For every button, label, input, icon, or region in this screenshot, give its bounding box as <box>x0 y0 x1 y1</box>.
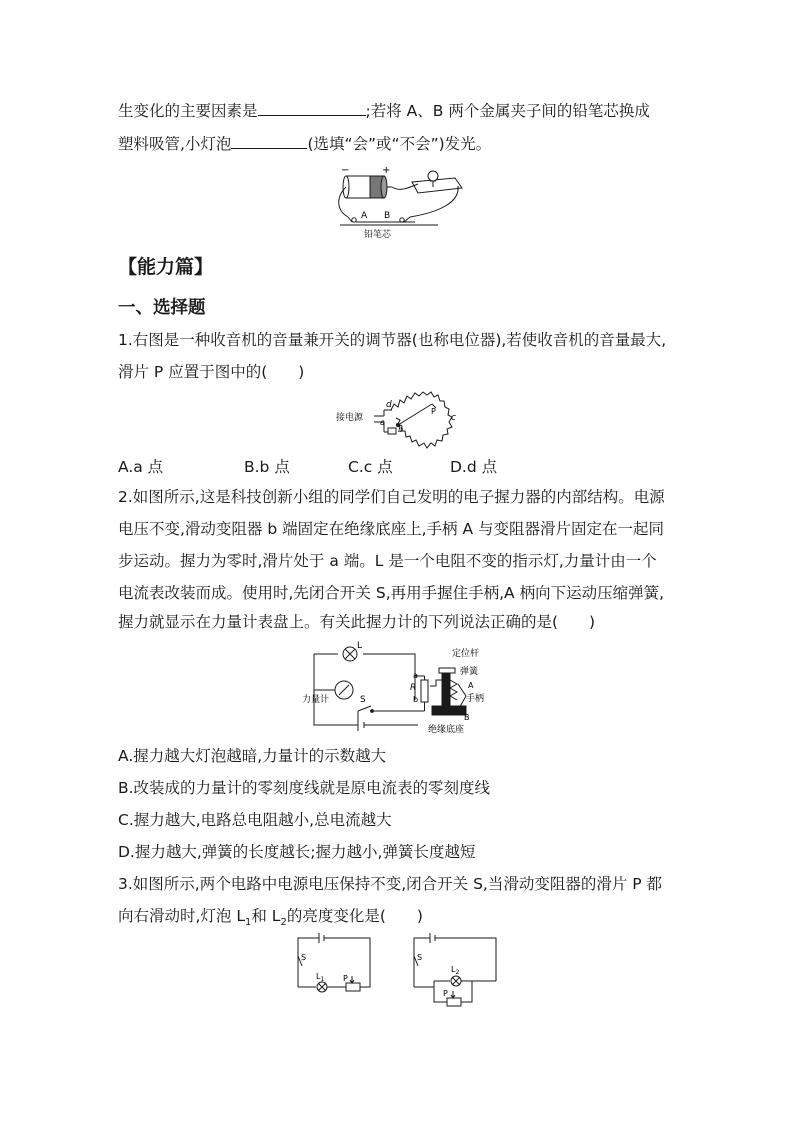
q2-option-d[interactable]: D.握力越大,弹簧的长度越长;握力越小,弹簧长度越短 <box>118 843 476 861</box>
force-meter-label: 力量计 <box>302 695 330 705</box>
clip-b-label: B <box>384 211 391 221</box>
q1-line-2: 滑片 P 应置于图中的( ) <box>118 363 305 381</box>
q2-option-b[interactable]: B.改装成的力量计的零刻度线就是原电流表的零刻度线 <box>118 779 491 797</box>
handle-a-label: A <box>468 681 474 690</box>
section-title: 【能力篇】 <box>118 256 214 278</box>
q1-choice-a[interactable]: A.a 点 <box>118 458 164 476</box>
lamp-l-label: L <box>357 641 363 651</box>
circuit-l1-figure <box>286 932 382 998</box>
circuit-l2-figure <box>402 932 500 1012</box>
q3-subscript: 2 <box>280 917 287 929</box>
end-a-label: a <box>413 671 418 680</box>
slider-p-label: P <box>431 407 436 416</box>
q2-line-5: 握力就显示在力量计表盘上。有关此握力计的下列说法正确的是( ) <box>118 613 596 631</box>
answer-blank-2 <box>231 133 307 149</box>
point-a-label: a <box>380 418 385 427</box>
q2-line-2: 电压不变,滑动变阻器 b 端固定在绝缘底座上,手柄 A 与变阻器滑片固定在一起同 <box>118 520 665 538</box>
rheostat-icon <box>346 983 360 991</box>
spring-icon <box>450 680 457 700</box>
slider-arm-icon <box>398 404 432 425</box>
q3-line-2 <box>118 905 423 934</box>
end-b-label: b <box>413 695 419 704</box>
q2-line-3: 步运动。握力为零时,滑片处于 a 端。L 是一个电阻不变的指示灯,力量计由一个 <box>118 552 657 570</box>
q2-line-4: 电流表改装而成。使用时,先闭合开关 S,再用手握住手柄,A 柄向下运动压缩弹簧, <box>118 584 665 602</box>
q3-text: 和 L <box>251 907 281 925</box>
q2-line-1: 2.如图所示,这是科技创新小组的同学们自己发明的电子握力器的内部结构。电源 <box>118 488 665 506</box>
locating-rod-label: 定位杆 <box>452 649 480 659</box>
answer-blank-1 <box>258 100 366 116</box>
q2-option-a[interactable]: A.握力越大灯泡越暗,力量计的示数越大 <box>118 747 387 765</box>
q1-line-1: 1.右图是一种收音机的音量兼开关的调节器(也称电位器),若使收音机的音量最大, <box>118 331 667 349</box>
potentiometer-figure <box>336 380 466 450</box>
resistor-r-label: R <box>410 683 417 693</box>
q1-choice-b[interactable]: B.b 点 <box>244 458 290 476</box>
plus-terminal-label: + <box>382 165 391 176</box>
switch-s-label: S <box>301 953 307 962</box>
clip-a-label: A <box>361 211 368 221</box>
q3-line-1: 3.如图所示,两个电路中电源电压保持不变,闭合开关 S,当滑动变阻器的滑片 P 都 <box>118 875 663 893</box>
q1-choice-c[interactable]: C.c 点 <box>348 458 393 476</box>
q3-text: 的亮度变化是( ) <box>286 907 423 925</box>
power-source-label: 接电源 <box>336 413 364 423</box>
switch-s-label: S <box>360 695 366 705</box>
q2-option-c[interactable]: C.握力越大,电路总电阻越小,总电流越大 <box>118 811 392 829</box>
intro-text: (选填“会”或“不会”)发光。 <box>307 135 492 153</box>
q1-choice-d[interactable]: D.d 点 <box>450 458 498 476</box>
slider-p-label: P <box>443 989 448 998</box>
bulb-icon <box>428 171 438 181</box>
slider-p-label: P <box>343 974 348 983</box>
intro-text: 生变化的主要因素是 <box>118 102 258 120</box>
point-d-label: d <box>386 400 392 410</box>
intro-text: ;若将 A、B 两个金属夹子间的铅笔芯换成 <box>365 102 650 120</box>
point-b-label: B <box>464 713 470 722</box>
lamp-l1-label: $L_1$ <box>316 972 325 983</box>
intro-text: 塑料吸管,小灯泡 <box>118 135 232 153</box>
q1-choices <box>118 455 558 477</box>
rheostat-icon <box>447 998 461 1006</box>
spring-label: 弹簧 <box>460 667 479 677</box>
q3-text: 向右滑动时,灯泡 L <box>118 907 245 925</box>
intro-line-2 <box>118 133 491 155</box>
intro-line-1 <box>118 100 650 122</box>
pencil-lead-caption: 铅笔芯 <box>364 230 392 240</box>
lamp-l2-label: $L_2$ <box>451 965 460 976</box>
resistor-icon <box>421 680 428 702</box>
grip-meter-circuit-figure <box>300 640 500 738</box>
subsection-title: 一、选择题 <box>118 298 206 318</box>
handle-label: 手柄 <box>466 694 485 704</box>
minus-terminal-label: − <box>341 165 350 176</box>
pencil-lead-circuit-figure <box>330 162 465 240</box>
insulated-base-label: 绝缘底座 <box>428 725 465 735</box>
point-b-label: b <box>398 425 404 434</box>
switch-s-label: S <box>417 953 423 962</box>
point-c-label: c <box>451 413 456 423</box>
bulb-board-icon <box>412 178 462 193</box>
resistance-coil-icon <box>391 392 452 448</box>
q3-subscript: 1 <box>245 917 252 929</box>
